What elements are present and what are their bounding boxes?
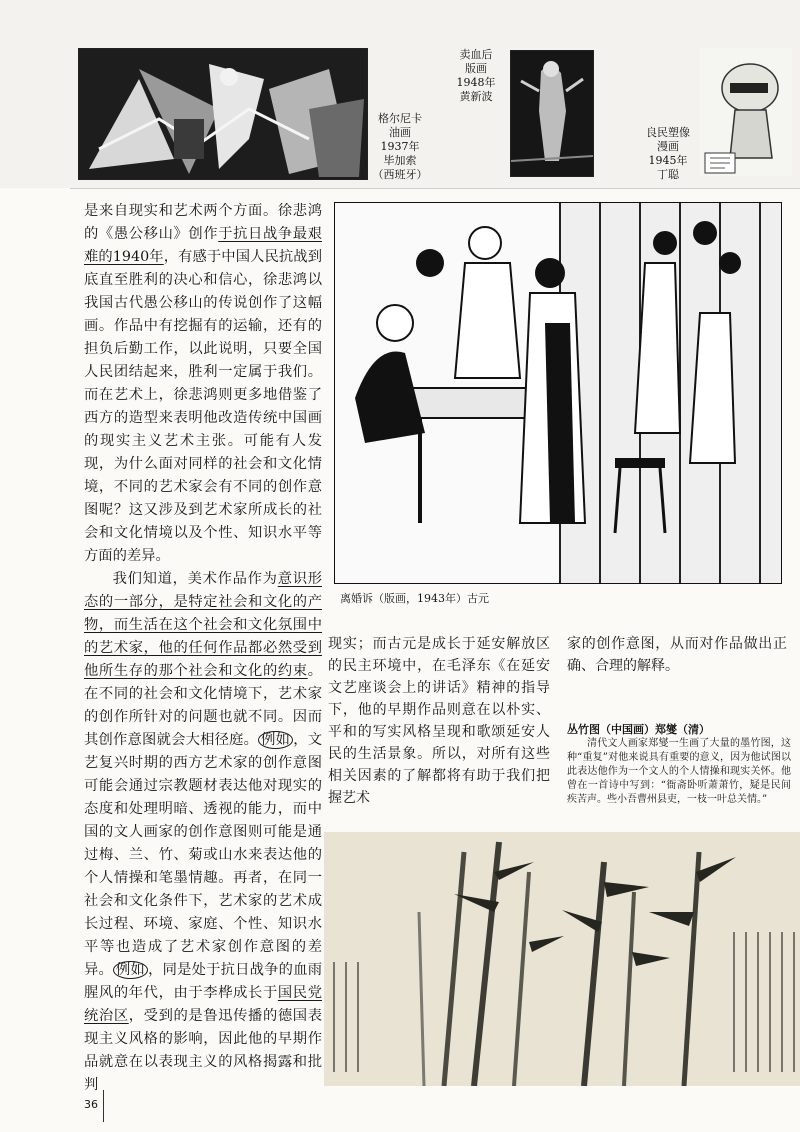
bamboo-caption (567, 723, 791, 807)
paragraph-1 (84, 200, 322, 568)
text-run: 我们知道，美术作品作为 (112, 571, 278, 587)
caption-line: 丁聪 (657, 168, 679, 181)
caption-line: 毕加索 (383, 154, 417, 167)
guernica-artwork (79, 49, 367, 179)
caption-line: 卖血后 (459, 48, 493, 61)
circled-text: 例如 (258, 731, 293, 749)
divorce-woodcut (334, 202, 782, 584)
woodcut-artwork (335, 203, 781, 583)
caption-line: 格尔尼卡 (378, 112, 422, 125)
bamboo-caption-title: 丛竹图（中国画）郑燮（清） (567, 723, 710, 736)
caption-line: 良民塑像 (646, 126, 690, 139)
middle-text-column: 现实；而古元是成长于延安解放区的民主环境中，在毛泽东《在延安文艺座谈会上的讲话》精神的指导下，他的早期作品则意在以朴实、平和的写实风格呈现和歌颂延安人民的生活景象。所以，对所有这些相关因素的了解都将有助于我们把握艺术 (328, 636, 550, 806)
text-run: 。在不同的社会和文化情境下，艺术家的创作所针对的问题也就不同。因而其创作意图就会大相径庭。 (84, 663, 322, 748)
liangmin-artwork (700, 48, 792, 176)
bamboo-caption-body: 清代文人画家郑燮一生画了大量的墨竹图，这种“重复”对他来说具有重要的意义，因为他试图以此表达他作为一个文人的个人情操和现实关怀。他曾在一首诗中写到：“衙斋卧听萧萧竹，疑是民间疾苦声。些小吾曹州县吏，一枝一叶总关情。” (567, 738, 791, 805)
maixuehou-artwork (511, 51, 593, 176)
text-run: ，受到的是鲁迅传播的德国表现主义风格的影响，因此他的早期作品就意在以表现主义的风格揭露和批判 (84, 1008, 323, 1093)
text-run: 是来自现实和艺术两个方面。徐悲鸿的《愚公移山》创作 (84, 203, 322, 242)
text-run: ，有感于中国人民抗战到底直至胜利的决心和信心，徐悲鸿以我国古代愚公移山的传说创作了这幅画。作品中有挖掘有的运输，还有的担负后勤工作，以此说明，只要全国人民团结起来，胜利一定属于我们。而在艺术上，徐悲鸿则更多地借鉴了西方的造型来表明他改造传统中国画的现实主义艺术主张。可能有人发现，为什么面对同样的社会和文化情境，不同的艺术家会有不同的创作意图呢？这又涉及到艺术家所成长的社会和文化情境以及个性、知识水平等方面的差异。 (84, 249, 323, 564)
underlined-text: 于抗日战争最艰难的1940年 (84, 226, 323, 265)
woodcut-caption: 离婚诉（版画，1943年）古元 (340, 592, 489, 605)
page-number-divider (103, 1090, 104, 1122)
bamboo-painting (324, 832, 800, 1086)
caption-line: 1948年 (456, 76, 496, 89)
caption-line: 黄新波 (459, 90, 493, 103)
maixuehou-caption (448, 48, 504, 104)
text-run: ，文艺复兴时期的西方艺术家的创作意图可能会通过宗教题材表达他对现实的态度和处理明暗、透视的能力，而中国的文人画家的创作意图则可能是通过梅、兰、竹、菊或山水来表达他的个人情操和笔墨情趣。再者，在同一社会和文化条件下，艺术家的艺术成长过程、环境、家庭、个性、知识水平等也造成了艺术家创作意图的差异。 (84, 732, 323, 978)
caption-line: 漫画 (657, 140, 679, 153)
left-text-column (84, 200, 322, 1097)
guernica-caption (372, 112, 428, 182)
top-divider (70, 188, 800, 189)
caption-line: （西班牙） (372, 168, 428, 181)
paragraph-2 (84, 568, 322, 1097)
bamboo-artwork (324, 832, 800, 1086)
liangmin-cartoon (700, 48, 792, 176)
caption-line: 1937年 (380, 140, 420, 153)
underlined-text: 意识形态的一部分，是特定社会和文化的产物，而生活在这个社会和文化氛围中的艺术家，他的任何作品都必然受到他所生存的那个社会和文化的约束 (84, 571, 323, 679)
caption-line: 1945年 (648, 154, 688, 167)
caption-line: 版画 (465, 62, 487, 75)
circled-text: 例如 (113, 961, 148, 979)
maixuehou-print (510, 50, 594, 177)
right-text-column: 家的创作意图，从而对作品做出正确、合理的解释。 (567, 636, 787, 674)
underlined-text: 国民党统治区 (84, 985, 322, 1024)
caption-line: 油画 (389, 126, 411, 139)
guernica-painting (78, 48, 368, 180)
text-run: ，同是处于抗日战争的血雨腥风的年代，由于李桦成长于 (84, 962, 323, 1001)
page-number: 36 (84, 1098, 98, 1111)
liangmin-caption (640, 126, 696, 182)
